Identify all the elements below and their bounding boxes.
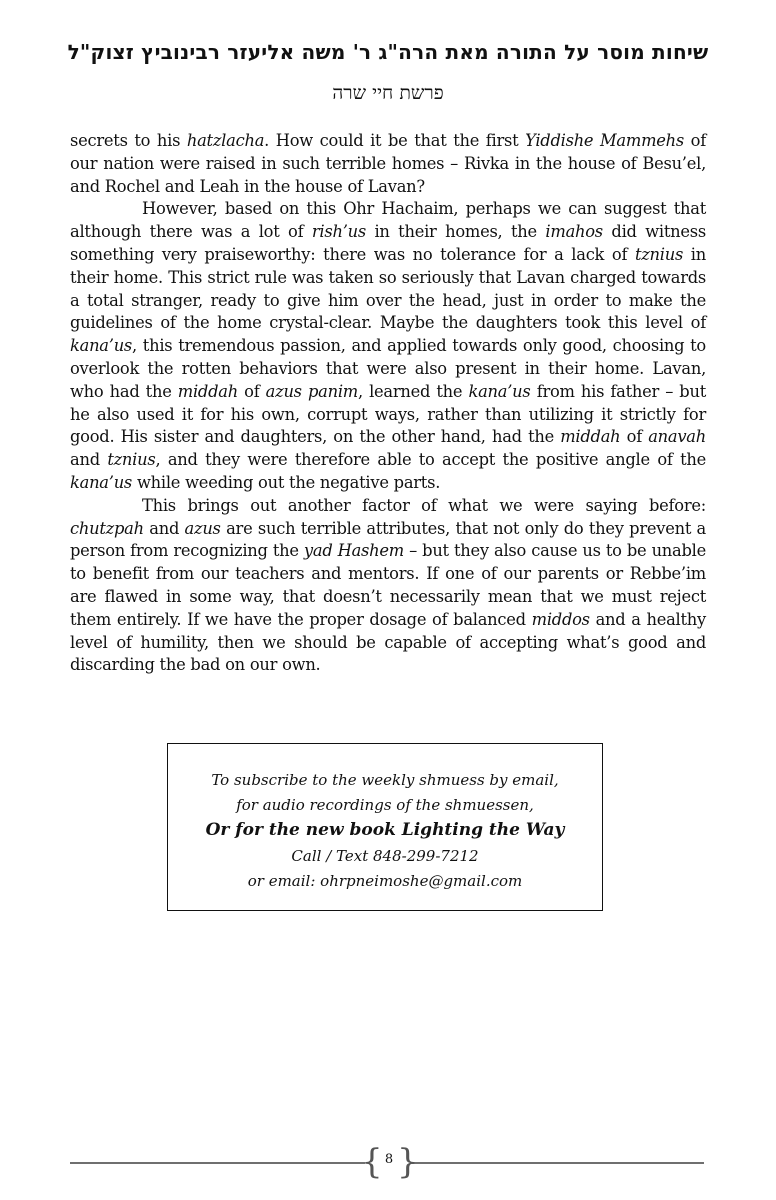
italic-term: azus — [184, 518, 221, 538]
italic-term: middah — [177, 381, 238, 401]
page-number: 8 — [384, 1152, 394, 1167]
page-header-title: שיחות מוסר על התורה מאת הרה"ג ר' משה אליעזר רבינוביץ זצוק"ל — [67, 40, 709, 64]
info-line-subscribe: To subscribe to the weekly shmuess by email, — [211, 771, 559, 789]
italic-term: middos — [531, 609, 590, 629]
italic-term: yad Hashem — [303, 541, 404, 561]
subscription-info-box — [167, 743, 603, 911]
footer-rule-left — [70, 1162, 365, 1164]
italic-term: kana’us — [70, 472, 133, 492]
paragraph-1: secrets to his hatzlacha. How could it be that the first Yiddishe Mammehs of our nation were raised in such terrible homes – Rivka in the house of Besu’el, and Rochel and Leah in the house of Lavan? — [70, 131, 706, 196]
italic-term: middah — [560, 427, 621, 447]
page-number-bracket-right: } — [397, 1142, 419, 1182]
italic-term: chutzpah — [70, 518, 144, 538]
italic-term: kana’us — [468, 381, 531, 401]
page-number-bracket-left: { — [361, 1142, 383, 1182]
info-line-book: Or for the new book Lighting the Way — [205, 820, 565, 840]
italic-term: Yiddishe Mammehs — [525, 131, 684, 150]
info-line-audio: for audio recordings of the shmuessen, — [236, 795, 534, 814]
footer-rule-right — [412, 1162, 704, 1164]
italic-term: anavah — [648, 427, 706, 447]
page-header-subtitle: פרשת חיי שרה — [332, 82, 444, 104]
italic-term: kana’us — [70, 336, 133, 356]
article-body — [70, 130, 706, 677]
italic-term: hatzlacha — [186, 131, 265, 150]
paragraph-3: This brings out another factor of what we were saying before: chutzpah and azus are such terrible attributes, that not only do they prevent a person from recognizing the yad Hashem – but they also cause us to be unable to benefit from our teachers and mentors. If one of our parents or Rebbe’im are flawed in some way, that doesn’t necessarily mean that we must reject them entirely. If we have the proper dosage of balanced middos and a healthy level of humility, then we should be capable of accepting what’s good and discarding the bad on our own. — [70, 495, 707, 675]
paragraph-2: However, based on this Ohr Hachaim, perhaps we can suggest that although there was a lot of rish’us in their homes, the imahos did witness something very praiseworthy: there was no tolerance for a lack of tznius in their home. This strict rule was taken so seriously that Lavan charged towards a total stranger, ready to give him over the head, just in order to make the guidelines of the home crystal-clear. Maybe the daughters took this level of kana’us, this tremendous passion, and applied towards only good, choosing to overlook the rotten behaviors that were also present in their home. Lavan, who had the middah of azus panim, learned the kana’us from his father – but he also used it for his own, corrupt ways, rather than utilizing it strictly for good. His sister and daughters, on the other hand, had the middah of anavah and tznius, and they were therefore able to accept the positive angle of the kana’us while weeding out the negative parts. — [70, 199, 707, 492]
italic-term: tznius — [634, 244, 684, 264]
info-line-phone: Call / Text 848-299-7212 — [291, 847, 479, 865]
italic-term: imahos — [545, 222, 603, 242]
italic-term: tznius — [107, 450, 156, 470]
italic-term: azus panim — [265, 381, 358, 401]
info-line-email[interactable]: or email: ohrpneimoshe@gmail.com — [247, 871, 523, 890]
italic-term: rish’us — [311, 222, 366, 242]
